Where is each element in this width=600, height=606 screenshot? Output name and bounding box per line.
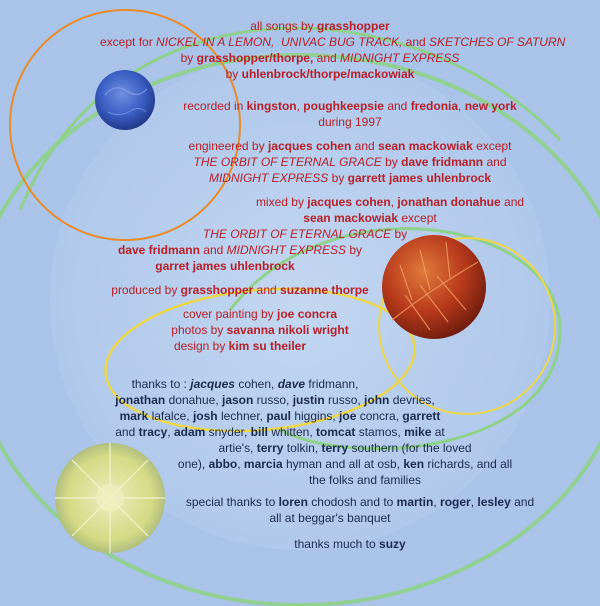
cover-line-3: design by kim su theiler: [173, 339, 307, 353]
mixed-line-4: dave fridmann and MIDNIGHT EXPRESS by: [117, 243, 363, 257]
credits-recorded: [180, 98, 520, 130]
songs-line-2: except for NICKEL IN A LEMON, UNIVAC BUG TRACK, and SKETCHES OF SATURN: [100, 35, 566, 49]
engineered-line-3: MIDNIGHT EXPRESS by garrett james uhlenbrock: [208, 171, 492, 185]
engineered-line-1: engineered by jacques cohen and sean mackowiak except: [188, 139, 512, 153]
special-thanks: [160, 494, 560, 526]
credits-cover: [60, 306, 460, 354]
engineered-line-2: THE ORBIT OF ETERNAL GRACE by dave fridmann and: [193, 155, 507, 169]
credits-produced: [40, 282, 440, 298]
thanks-much-line: thanks much to suzy: [294, 537, 406, 551]
credits-engineered: [150, 138, 550, 186]
thanks-line-2: jonathan donahue, jason russo, justin russo, john devries,: [115, 393, 435, 407]
thanks-line-4: and tracy, adam snyder, bill whitten, tomcat stamos, mike at: [115, 425, 445, 439]
thanks-section: [20, 376, 540, 488]
thanks-line-6: one), abbo, marcia hyman and all at osb, ken richards, and all: [177, 457, 513, 471]
thanks-line-5: artie's, terry tolkin, terry southern (for the loved: [218, 441, 472, 455]
thanks-much: [250, 536, 450, 552]
cover-line-1: cover painting by joe concra: [182, 307, 338, 321]
thanks-line-3: mark lafalce, josh lechner, paul higgins, joe concra, garrett: [119, 409, 441, 423]
cover-line-2: photos by savanna nikoli wright: [171, 323, 349, 337]
songs-line-3: by grasshopper/thorpe, and MIDNIGHT EXPRESS: [180, 51, 460, 65]
mixed-line-3: THE ORBIT OF ETERNAL GRACE by: [202, 227, 408, 241]
produced-line: produced by grasshopper and suzanne thorpe: [111, 283, 369, 297]
mixed-line-5: garret james uhlenbrock: [155, 259, 295, 273]
mixed-line-1: mixed by jacques cohen, jonathan donahue and: [255, 195, 525, 209]
credits-mixed: [60, 194, 540, 274]
thanks-line-7: the folks and families: [308, 473, 422, 487]
recorded-line-1: recorded in kingston, poughkeepsie and fredonia, new york: [183, 99, 517, 113]
special-line-1: special thanks to loren chodosh and to martin, roger, lesley and: [185, 495, 535, 509]
credits-songs: [100, 18, 566, 82]
special-line-2: all at beggar's banquet: [269, 511, 391, 525]
mixed-line-2: sean mackowiak except: [303, 211, 437, 225]
songs-line-4: by uhlenbrock/thorpe/mackowiak: [225, 67, 415, 81]
recorded-line-2: during 1997: [318, 115, 382, 129]
songs-line-1: all songs by grasshopper: [250, 19, 390, 33]
thanks-line-1: thanks to : jacques cohen, dave fridmann,: [131, 377, 359, 391]
